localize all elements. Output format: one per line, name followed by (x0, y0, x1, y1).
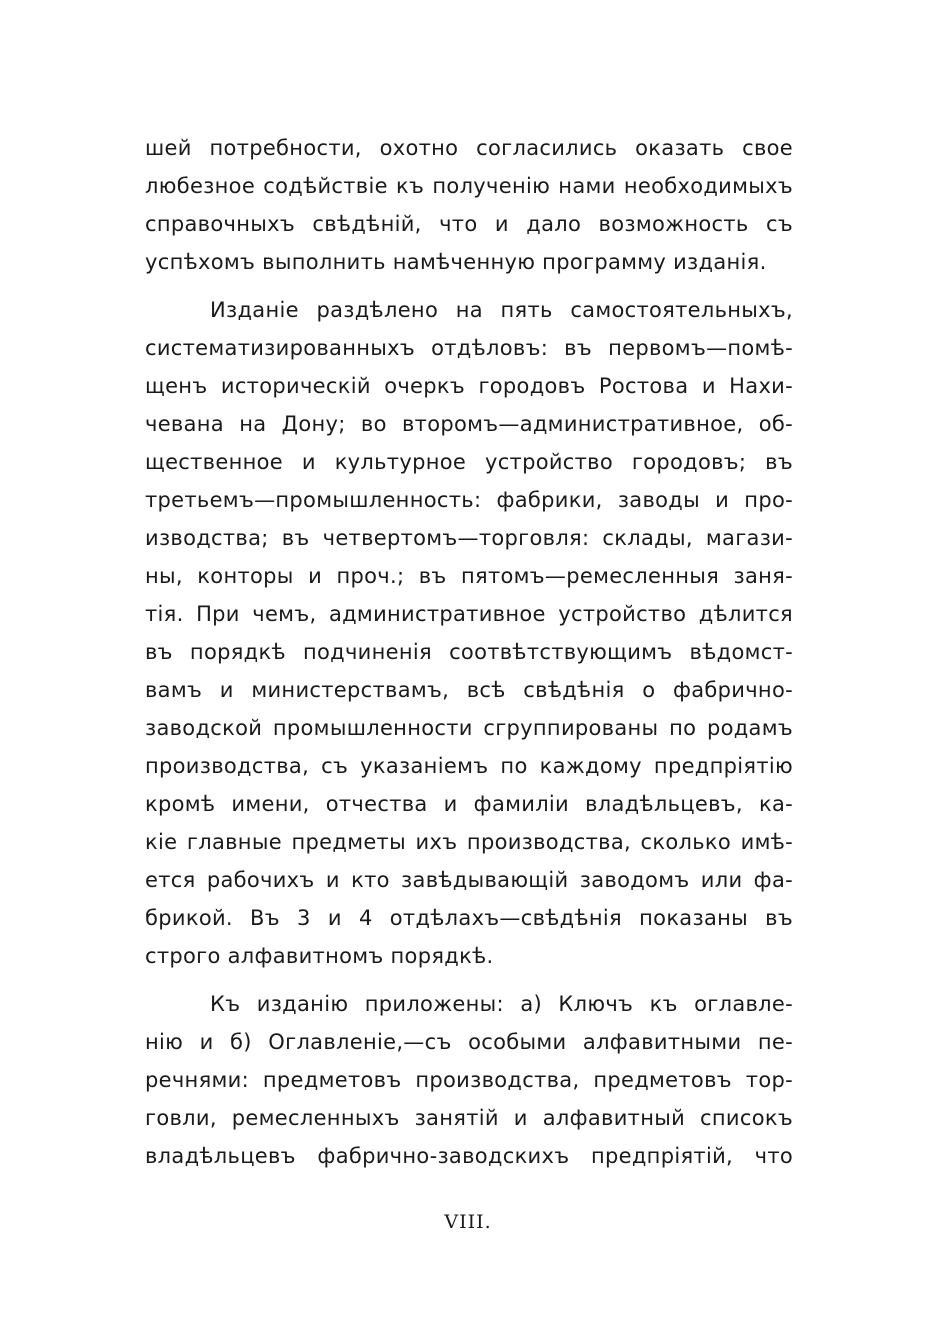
text-line: систематизированныхъ отдѣловъ: въ первомъ—помѣ- (145, 336, 793, 360)
text-line: изводства; въ четвертомъ—торговля: склады, магази- (145, 526, 793, 550)
text-line: третьемъ—промышленность: фабрики, заводы и про- (145, 488, 793, 512)
text-line: ется рабочихъ и кто завѣдывающій заводомъ или фа- (145, 868, 793, 892)
text-line: заводской промышленности сгруппированы по родамъ (145, 716, 793, 740)
text-line: Къ изданію приложены: а) Ключъ къ оглавле- (210, 992, 793, 1016)
text-line: владѣльцевъ фабрично-заводскихъ предпріятій, что (145, 1144, 793, 1168)
text-line: успѣхомъ выполнить намѣченную программу изданія. (145, 250, 767, 274)
text-line: шей потребности, охотно согласились оказать свое (145, 136, 793, 160)
text-line: чевана на Дону; во второмъ—административное, об- (145, 412, 793, 436)
text-line: щественное и культурное устройство городовъ; въ (145, 450, 793, 474)
text-line: нію и б) Оглавленіе,—съ особыми алфавитными пе- (145, 1030, 793, 1054)
text-line: брикой. Въ 3 и 4 отдѣлахъ—свѣдѣнія показаны въ (145, 906, 793, 930)
text-line: Изданіе раздѣлено на пять самостоятельныхъ, (210, 298, 793, 322)
text-line: въ порядкѣ подчиненія соотвѣтствующимъ вѣдомст- (145, 640, 793, 664)
text-line: ны, конторы и проч.; въ пятомъ—ремесленныя заня- (145, 564, 793, 588)
text-line: строго алфавитномъ порядкѣ. (145, 944, 494, 968)
text-line: говли, ремесленныхъ занятій и алфавитный списокъ (145, 1106, 793, 1130)
text-line: кромѣ имени, отчества и фамиліи владѣльцевъ, ка- (145, 792, 793, 816)
text-line: щенъ историческій очеркъ городовъ Ростова и Нахи- (145, 374, 793, 398)
text-line: кіе главные предметы ихъ производства, сколько имѣ- (145, 830, 793, 854)
text-line: производства, съ указаніемъ по каждому предпріятію (145, 754, 793, 778)
page-number: VIII. (444, 1211, 492, 1233)
text-line: тія. При чемъ, административное устройство дѣлится (145, 602, 793, 626)
text-line: вамъ и министерствамъ, всѣ свѣдѣнія о фабрично- (145, 678, 793, 702)
text-line: любезное содѣйствіе къ полученію нами необходимыхъ (145, 174, 793, 198)
text-line: справочныхъ свѣдѣній, что и дало возможность съ (145, 212, 793, 236)
text-line: речнями: предметовъ производства, предметовъ тор- (145, 1068, 793, 1092)
